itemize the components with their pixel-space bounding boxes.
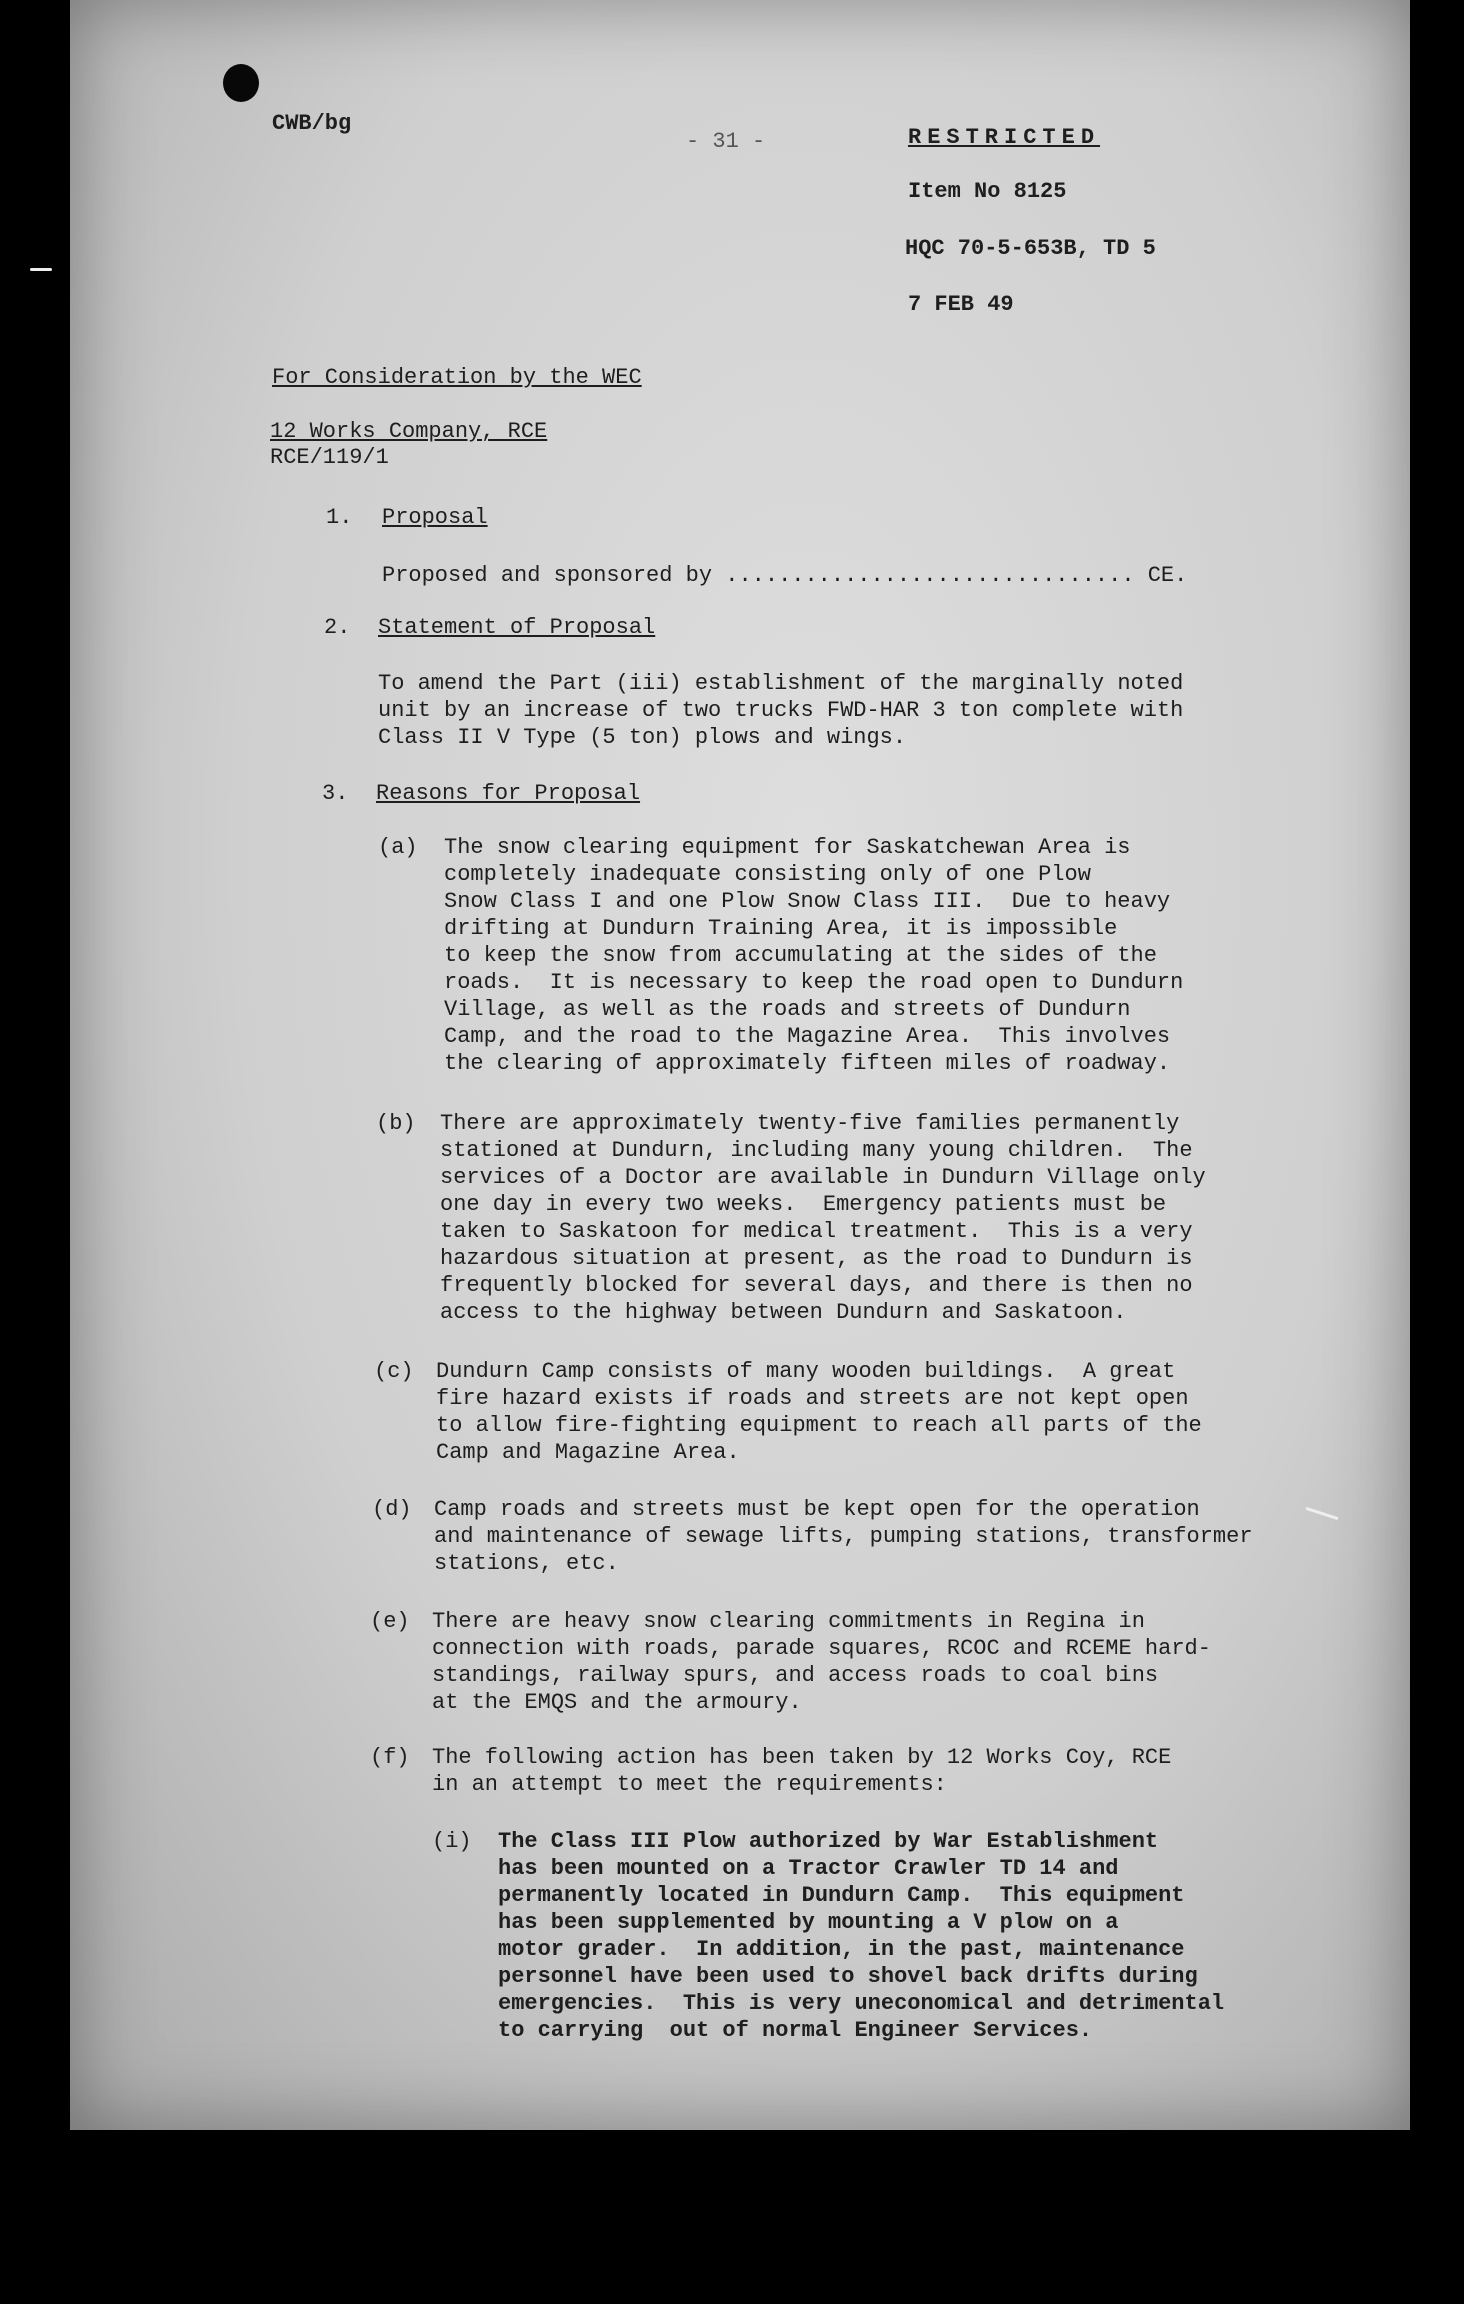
unit-reference: RCE/119/1 bbox=[270, 445, 389, 470]
sub-item-i-label: (i) bbox=[432, 1829, 472, 1854]
unit-name: 12 Works Company, RCE bbox=[270, 419, 548, 444]
item-a-label: (a) bbox=[378, 835, 418, 860]
item-b-text: There are approximately twenty-five families permanently stationed at Dundurn, including many young children. The services of a Doctor are available in Dundurn Village only one day in every two weeks. Emergency patients must be taken to Saskatoon for medical treatment. This is a very hazardous situation at present, as the road to Dundurn is frequently blocked for several days, and there is then no access to the highway between Dundurn and Saskatoon. bbox=[440, 1111, 1206, 1325]
item-f-text: The following action has been taken by 12 Works Coy, RCE in an attempt to meet the requirements: bbox=[432, 1745, 1172, 1797]
item-number: Item No 8125 bbox=[908, 179, 1067, 204]
initials: CWB/bg bbox=[272, 111, 352, 136]
scan-speck bbox=[30, 268, 52, 271]
sub-item-i-text: The Class III Plow authorized by War Establishment has been mounted on a Tractor Crawler TD 14 and permanently located in Dundurn Camp. This equipment has been supplemented by mounting a V plow on a motor grader. In addition, in the past, maintenance personnel have been used to shovel back drifts during emergencies. This is very uneconomical and detrimental to carrying out of normal Engineer Services. bbox=[498, 1829, 1225, 2043]
file-reference: HQC 70-5-653B, TD 5 bbox=[905, 236, 1156, 261]
section-2-title: Statement of Proposal bbox=[378, 615, 656, 640]
item-d-text: Camp roads and streets must be kept open for the operation and maintenance of sewage lifts, pumping stations, transformer stations, etc. bbox=[434, 1497, 1253, 1576]
item-a-text: The snow clearing equipment for Saskatchewan Area is completely inadequate consisting only of one Plow Snow Class I and one Plow Snow Class III. Due to heavy drifting at Dundurn Training Area, it is impossible to keep the snow from accumulating at the sides of the roads. It is necessary to keep the road open to Dundurn Village, as well as the roads and streets of Dundurn Camp, and the road to the Magazine Area. This involves the clearing of approximately fifteen miles of roadway. bbox=[444, 835, 1184, 1076]
section-3-number: 3. bbox=[322, 781, 349, 806]
item-c-text: Dundurn Camp consists of many wooden buildings. A great fire hazard exists if roads and streets are not kept open to allow fire-fighting equipment to reach all parts of the Camp and Magazine Area. bbox=[436, 1359, 1202, 1465]
item-d-label: (d) bbox=[372, 1497, 412, 1522]
section-3-title: Reasons for Proposal bbox=[376, 781, 641, 806]
date: 7 FEB 49 bbox=[908, 292, 1014, 317]
section-2-number: 2. bbox=[324, 615, 351, 640]
section-1-number: 1. bbox=[326, 505, 353, 530]
classification: RESTRICTED bbox=[908, 125, 1101, 150]
item-c-label: (c) bbox=[374, 1359, 414, 1384]
page-number: - 31 - bbox=[686, 129, 766, 154]
punch-hole bbox=[223, 64, 259, 102]
item-e-text: There are heavy snow clearing commitments in Regina in connection with roads, parade squares, RCOC and RCEME hard- standings, railway spurs, and access roads to coal bins at the EMQS and the armoury. bbox=[432, 1609, 1211, 1715]
consideration-heading: For Consideration by the WEC bbox=[272, 365, 642, 390]
item-b-label: (b) bbox=[376, 1111, 416, 1136]
section-1-text: Proposed and sponsored by ............................... CE. bbox=[382, 563, 1188, 588]
section-2-text: To amend the Part (iii) establishment of the marginally noted unit by an increase of two trucks FWD-HAR 3 ton complete with Class II V Type (5 ton) plows and wings. bbox=[378, 671, 1184, 750]
item-e-label: (e) bbox=[370, 1609, 410, 1634]
item-f-label: (f) bbox=[370, 1745, 410, 1770]
section-1-title: Proposal bbox=[382, 505, 488, 530]
